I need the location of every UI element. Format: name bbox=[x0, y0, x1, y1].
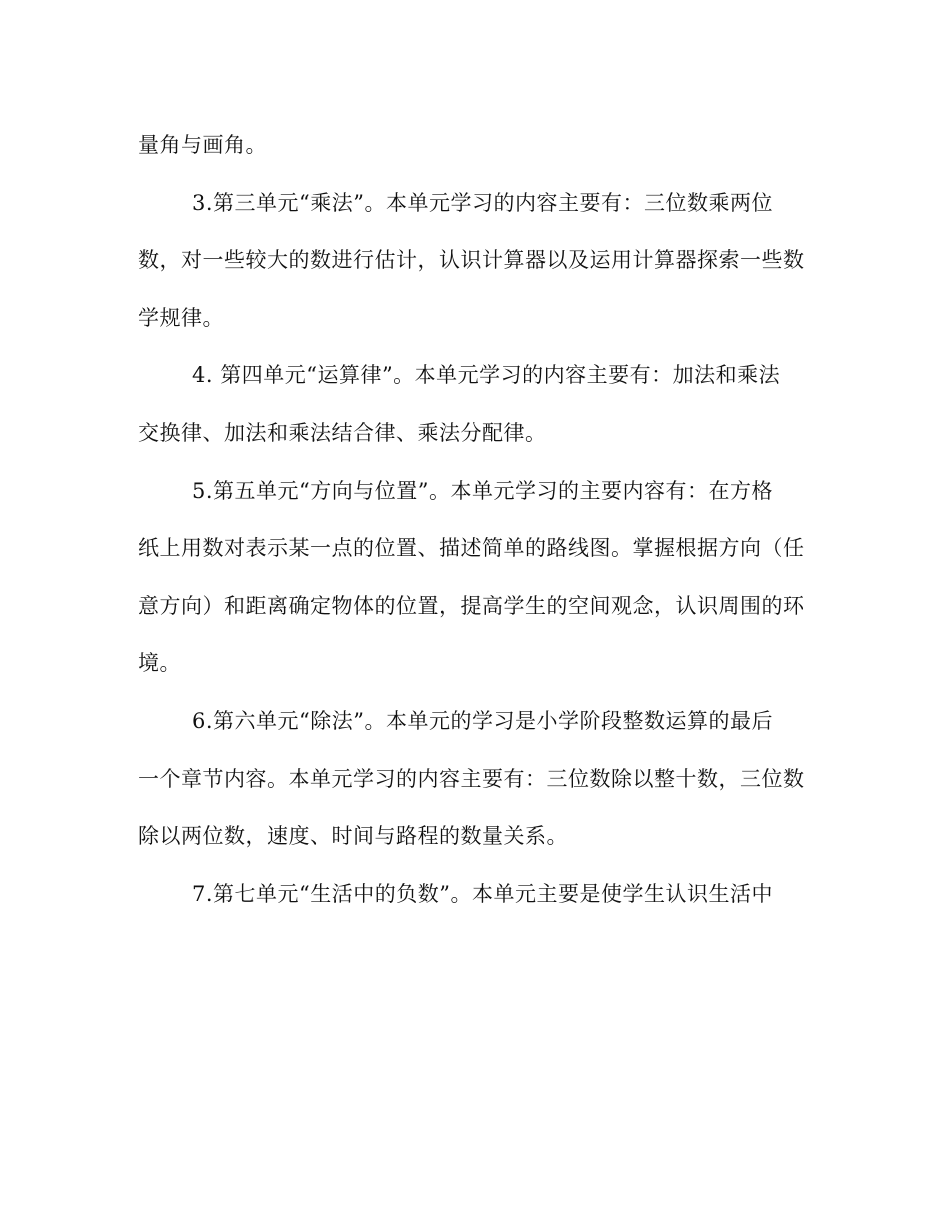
text-line: 数，对一些较大的数进行估计，认识计算器以及运用计算器探索一些数 bbox=[138, 248, 805, 273]
paragraph-unit-3-line: 3.第三单元“乘法”。本单元学习的内容主要有：三位数乘两位 bbox=[192, 190, 774, 215]
document-body bbox=[138, 124, 818, 930]
paragraph-unit-5-line: 5.第五单元“方向与位置”。本单元学习的主要内容有：在方格 bbox=[192, 478, 774, 503]
text-line: 量角与画角。 bbox=[138, 133, 267, 157]
text-line: 一个章节内容。本单元学习的内容主要有：三位数除以整十数，三位数 bbox=[138, 766, 805, 791]
paragraph-unit-4-line: 4. 第四单元“运算律”。本单元学习的内容主要有：加法和乘法 bbox=[192, 363, 781, 388]
paragraph-unit-6-line: 6.第六单元“除法”。本单元的学习是小学阶段整数运算的最后 bbox=[192, 708, 774, 733]
text-line: 学规律。 bbox=[138, 305, 224, 330]
text-line: 纸上用数对表示某一点的位置、描述简单的路线图。掌握根据方向（任 bbox=[138, 536, 805, 561]
text-line: 境。 bbox=[138, 651, 181, 676]
text-line: 意方向）和距离确定物体的位置，提高学生的空间观念，认识周围的环 bbox=[138, 593, 805, 618]
text-line: 交换律、加法和乘法结合律、乘法分配律。 bbox=[138, 420, 547, 445]
paragraph-unit-7-line: 7.第七单元“生活中的负数”。本单元主要是使学生认识生活中 bbox=[192, 881, 774, 906]
text-line: 除以两位数，速度、时间与路程的数量关系。 bbox=[138, 824, 568, 849]
